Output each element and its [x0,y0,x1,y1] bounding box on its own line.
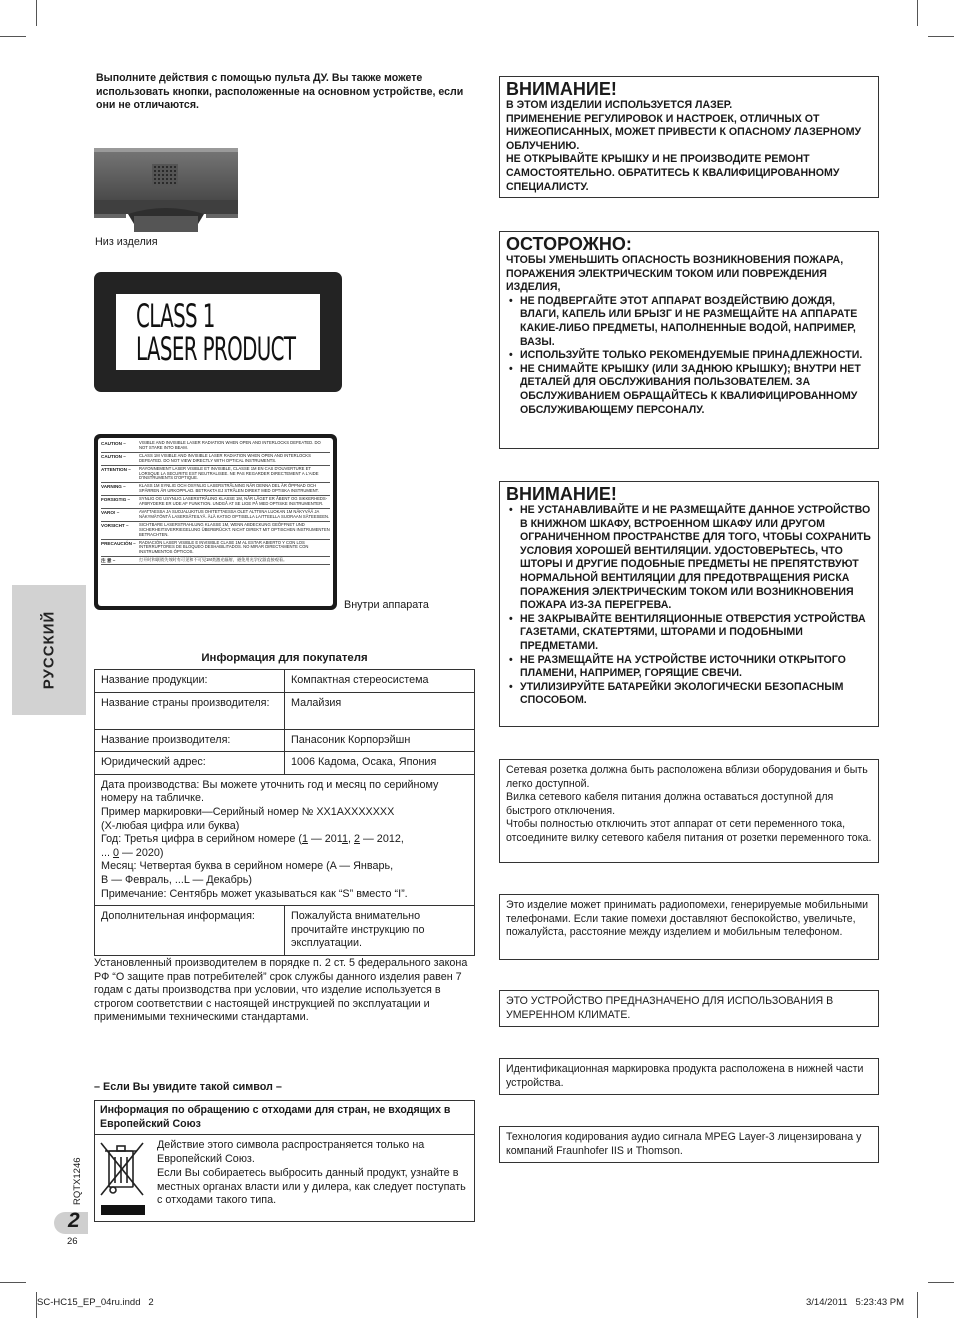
laser-warning-row [101,466,330,484]
text: Год: Третья цифра в серийном номере ( [101,833,302,846]
table-row [95,670,475,693]
waste-info-box [94,1100,475,1222]
table-row [95,774,475,905]
caption-bottom: Низ изделия [95,236,158,248]
caution-title: ОСТОРОЖНО: [506,234,632,254]
laser-warning-inner [98,438,333,606]
list-item: • ИСПОЛЬЗУЙТЕ ТОЛЬКО РЕКОМЕНДУЕМЫЕ ПРИНАДЛЕЖНОСТИ. [506,349,872,363]
caution-list [506,295,872,417]
month-line: Примечание: Сентябрь может указываться как “S” вместо “I”. [101,887,408,900]
caution-box [499,231,879,449]
ident-info-box [499,1058,879,1095]
waste-title: Информация по обращению с отходами для стран, не входящих в Европейский Союз [95,1101,474,1135]
socket-line: Вилка сетевого кабеля питания должна оставаться доступной для быстрого отключения. [506,791,834,817]
socket-line: Чтобы полностью отключить этот аппарат от сети переменного тока, отсоедините вилку сетевого кабеля питания от розетки переменного тока. [506,818,872,844]
table-cell: Дополнительная информация: [95,906,285,956]
model-code: RQTX1246 [72,1157,83,1205]
language-tab [12,585,86,715]
page-number: 2 [68,1209,80,1232]
table-cell: Название продукции: [95,670,285,693]
laser-warning-row [101,440,330,453]
ident-text: Идентификационная маркировка продукта расположена в нижней части устройства. [506,1063,864,1089]
laser-warning-label [94,434,337,610]
laser-warning-value: AVATTAESSA JA SUOJALUKITUS OHITETTAESSA OLET ALTTIINA LUOKAN 1M NÄKYVÄÄ JA NÄKYMÄTÖNTÄ LASERSÄTEILYÄ. ÄLÄ KATSO OPTISELLA LAITTEELLA SUORAAN SÄTEESEEN. [139,508,330,519]
laser-warning-value: SICHTBARE LASERSTRAHLUNG KLASSE 1M, WENN ABDECKUNG GEÖFFNET UND SICHERHEITSVERRIEGELUNG ÜBERBRÜCKT. NICHT DIREKT MIT OPTISCHEN INSTRUMENTEN BETRACHTEN. [139,521,330,537]
laser-warning-row [101,483,330,496]
footer-file: SC-HC15_EP_04ru.indd 2 [37,1297,154,1308]
laser-warning-row [101,522,330,540]
table-cell: Название производителя: [95,729,285,752]
warning-line: В ЭТОМ ИЗДЕЛИИ ИСПОЛЬЗУЕТСЯ ЛАЗЕР. [506,99,733,111]
laser-warning-key: VARO! – [101,509,120,515]
crop-mark [928,1282,954,1283]
table-row [95,752,475,775]
list-item: • НЕ СНИМАЙТЕ КРЫШКУ (ИЛИ ЗАДНЮЮ КРЫШКУ); ВНУТРИ НЕТ ДЕТАЛЕЙ ДЛЯ ОБСЛУЖИВАНИЯ ПОЛЬЗОВАТЕЛЕМ. ЗА ОБСЛУЖИВАНИЕМ ОБРАЩАЙТЕСЬ К КВАЛИФИЦИРОВАННОМУ ОБСЛУЖИВАЮЩЕМУ ПЕРСОНАЛУ. [506,363,872,417]
mpeg-info-box [499,1126,879,1163]
class1-laser-label [94,272,342,392]
socket-info-box [499,759,879,863]
class1-line1: CLASS 1 [136,297,215,335]
table-row [95,729,475,752]
list-item: • НЕ РАЗМЕЩАЙТЕ НА УСТРОЙСТВЕ ИСТОЧНИКИ ОТКРЫТОГО ПЛАМЕНИ, НАПРИМЕР, ГОРЯЩИЕ СВЕЧИ. [506,654,872,681]
table-cell: Название страны производителя: [95,692,285,729]
caution-intro: ЧТОБЫ УМЕНЬШИТЬ ОПАСНОСТЬ ВОЗНИКНОВЕНИЯ ПОЖАРА, ПОРАЖЕНИЯ ЭЛЕКТРИЧЕСКИМ ТОКОМ ИЛИ ПОВРЕЖДЕНИЯ ИЗДЕЛИЯ, [506,254,844,294]
crop-mark [0,1282,26,1283]
laser-warning-row [101,509,330,522]
crop-mark [0,36,26,37]
service-life-text: Установленный производителем в порядке п. 2 ст. 5 федерального закона РФ “О защите прав потребителей” срок службы данного изделия равен 7 годам с даты производства при условии, что изделие используется в строгом соответствии с настоящей инструкцией по эксплуатации и применимыми техническими стандартами. [94,957,468,1024]
table-cell: Компактная стереосистема [285,670,475,693]
table-cell: Пожалуйста внимательно прочитайте инструкцию по эксплуатации. [285,906,475,956]
waste-text-2: Если Вы собираетесь выбросить данный продукт, узнайте в местных органах власти или у дилера, как следует поступать с отходами такого типа. [157,1167,466,1207]
text: , [348,833,354,846]
year-line-2 [101,847,468,861]
waste-text-1: Действие этого символа распространяется только на Европейский Союз. [157,1139,425,1165]
text: ... [101,846,113,859]
buyer-info-title: Информация для покупателя [201,652,368,664]
laser-warning-key: FORSIGTIG – [101,497,131,503]
crop-mark [917,0,918,26]
production-date-cell [95,774,475,905]
digit: 1 [341,833,348,846]
digit: 0 [113,846,120,859]
caption-inside: Внутри аппарата [344,599,429,611]
laser-warning-rows [98,438,333,567]
list-item: • НЕ ЗАКРЫВАЙТЕ ВЕНТИЛЯЦИОННЫЕ ОТВЕРСТИЯ УСТРОЙСТВА ГАЗЕТАМИ, СКАТЕРТЯМИ, ШТОРАМИ И ПОДОБНЫМИ ПРЕДМЕТАМИ. [506,613,872,654]
date-line: Пример маркировки—Серийный номер № XX1AXXXXXXX [101,805,395,818]
laser-warning-key: CAUTION – [101,453,126,459]
month-line: B — Февраль, ...L — Декабрь) [101,873,252,886]
table-row [95,692,475,729]
laser-warning-key: 注 意 – [101,558,116,564]
warning-box-laser [499,76,879,198]
year-line [101,833,468,847]
laser-warning-value: VISIBLE AND INVISIBLE LASER RADIATION WHEN OPEN AND INTERLOCKS DEFEATED. DO NOT STARE INTO BEAM. [139,440,321,450]
text: — 201 [307,833,342,846]
crop-mark [36,0,37,26]
laser-warning-value: KLASS 1M SYNLIG OCH OSYNLIG LASERSTRÅLNING NÄR DENNA DEL ÄR ÖPPNAD OCH SPÄRREN ÄR URKOPPLAD. BETRAKTA EJ STRÅLEN DIREKT MED OPTISKA INSTRUMENT. [139,483,319,494]
climate-text: ЭТО УСТРОЙСТВО ПРЕДНАЗНАЧЕНО ДЛЯ ИСПОЛЬЗОВАНИЯ В УМЕРЕННОМ КЛИМАТЕ. [506,995,834,1021]
laser-warning-value: RAYONNEMENT LASER VISIBLE ET INVISIBLE, CLASSE 1M EN CAS D'OUVERTURE ET LORSQUE LA SECURITE EST NEUTRALISEE. NE PAS REGARDER DIRECTEMENT A L'AIDE D'INSTRUMENTS D'OPTIQUE. [139,465,319,481]
laser-warning-value: 打开时和联锁失效时有可见和不可见1M类激光辐射，避免用光学仪器直接观看。 [139,557,288,563]
device-bottom-illustration [94,146,238,232]
table-cell: Малайзия [285,692,475,729]
laser-warning-row [101,453,330,466]
sub-page-number: 26 [67,1236,78,1247]
radio-text: Это изделие может принимать радиопомехи, генерируемые мобильными телефонами. Если такие помехи доставляют беспокойство, увеличьте, пожалуйста, расстояние между изделием и мобильным телефоном. [506,899,869,939]
date-line: Дата производства: Вы можете уточнить год и месяц по серийному номеру на табличке. [101,778,439,805]
text: — 2020) [119,846,164,859]
warning-line: ПРИМЕНЕНИЕ РЕГУЛИРОВОК И НАСТРОЕК, ОТЛИЧНЫХ ОТ НИЖЕОПИСАННЫХ, МОЖЕТ ПРИВЕСТИ К ОПАСНОМУ ЛАЗЕРНОМУ ОБЛУЧЕНИЮ. [506,112,862,152]
table-cell: Юридический адрес: [95,752,285,775]
class1-line2: LASER PRODUCT [136,330,296,368]
digit: 2 [354,833,361,846]
radio-info-box [499,894,879,960]
footer-date: 3/14/2011 5:23:43 PM [806,1297,905,1308]
warning-title: ВНИМАНИЕ! [506,484,617,504]
symbol-heading: – Если Вы увидите такой символ – [94,1081,282,1093]
crossed-bin-icon [99,1139,147,1217]
laser-warning-value: SYNLIG OG USYNLIG LASERSTRÅLING KLASSE 1M, NÅR LÅGET ER ÅBENT OG SIKKERHEDS-AFBRYDERE ER UDE AF FUNKTION. UNDGÅ AT SE LIGE PÅ MED OPTISKE INSTRUMENTER. [139,496,328,507]
laser-warning-value: CLASS 1M VISIBLE AND INVISIBLE LASER RADIATION WHEN OPEN AND INTERLOCKS DEFEATED. DO NOT VIEW DIRECTLY WITH OPTICAL INSTRUMENTS. [139,452,311,463]
mpeg-text: Технология кодирования аудио сигнала MPEG Layer-3 лицензирована у компаний Fraunhofer IIS и Thomson. [506,1131,862,1157]
laser-warning-value: RADIACIÓN LASER VISIBLE E INVISIBLE CLASE 1M AL ESTAR ABIERTO Y CON LOS INTERRUPTORES DE BLOQUEO DESHABILITADOS. NO MIRAR DIRECTAMENTE CON INSTRUMENTOS ÓPTICOS. [139,539,309,555]
crop-mark [928,36,954,37]
socket-line: Сетевая розетка должна быть расположена вблизи оборудования и быть легко доступной. [506,764,868,790]
table-cell: Панасоник Корпорэйшн [285,729,475,752]
laser-warning-row [101,557,330,565]
list-item: • УТИЛИЗИРУЙТЕ БАТАРЕЙКИ ЭКОЛОГИЧЕСКИ БЕЗОПАСНЫМ СПОСОБОМ. [506,681,872,708]
climate-info-box [499,990,879,1027]
list-item: • НЕ УСТАНАВЛИВАЙТЕ И НЕ РАЗМЕЩАЙТЕ ДАННОЕ УСТРОЙСТВО В КНИЖНОМ ШКАФУ, ВСТРОЕННОМ ШКАФУ ИЛИ ДРУГОМ ОГРАНИЧЕННОМ ПРОСТРАНСТВЕ ДЛЯ ТОГО, ЧТОБЫ СОХРАНИТЬ УСЛОВИЯ ХОРОШЕЙ ВЕНТИЛЯЦИИ. УДОСТОВЕРЬТЕСЬ, ЧТО ШТОРЫ И ДРУГИЕ ПОДОБНЫЕ ПРЕДМЕТЫ НЕ ПРЕПЯТСТВУЮТ НОРМАЛЬНОЙ ВЕНТИЛЯЦИИ ДЛЯ ПРЕДОТВРАЩЕНИЯ РИСКА ПОРАЖЕНИЯ ЭЛЕКТРИЧЕСКИМ ТОКОМ ИЛИ ВОЗНИКНОВЕНИЯ ПОЖАРА ИЗ-ЗА ПЕРЕГРЕВА. [506,504,872,613]
laser-warning-key: VORSICHT – [101,522,129,528]
table-cell: 1006 Кадома, Осака, Япония [285,752,475,775]
language-tab-label: РУССКИЙ [40,610,58,690]
class1-label-inner [116,294,320,370]
table-row [95,906,475,956]
laser-warning-row [101,496,330,509]
warning-title: ВНИМАНИЕ! [506,79,617,99]
intro-text: Выполните действия с помощью пульта ДУ. Вы также можете использовать кнопки, расположенные на основном устройстве, если они не отличаются. [96,72,464,112]
laser-warning-row [101,540,330,558]
digit: 1 [301,833,308,846]
text: — 2012, [360,833,404,846]
warning-box-ventilation [499,481,879,727]
laser-warning-key: ATTENTION – [101,466,131,472]
month-line: Месяц: Четвертая буква в серийном номере (A — Январь, [101,860,394,873]
laser-warning-key: PRECAUCIÓN – [101,540,136,546]
buyer-info-table [94,669,475,956]
warning-line: НЕ ОТКРЫВАЙТЕ КРЫШКУ И НЕ ПРОИЗВОДИТЕ РЕМОНТ САМОСТОЯТЕЛЬНО. ОБРАТИТЕСЬ К КВАЛИФИЦИРОВАННОМУ СПЕЦИАЛИСТУ. [506,153,840,193]
laser-warning-key: CAUTION – [101,441,126,446]
list-item: • НЕ ПОДВЕРГАЙТЕ ЭТОТ АППАРАТ ВОЗДЕЙСТВИЮ ДОЖДЯ, ВЛАГИ, КАПЕЛЬ ИЛИ БРЫЗГ И НЕ РАЗМЕЩАЙТЕ НА АППАРАТЕ КАКИЕ-ЛИБО ПРЕДМЕТЫ, НАПОЛНЕННЫЕ ВОДОЙ, НАПРИМЕР, ВАЗЫ. [506,295,872,349]
laser-warning-key: VARNING – [101,484,126,490]
warning-list [506,504,872,708]
date-line: (X-любая цифра или буква) [101,819,240,832]
crop-mark [917,1292,918,1318]
